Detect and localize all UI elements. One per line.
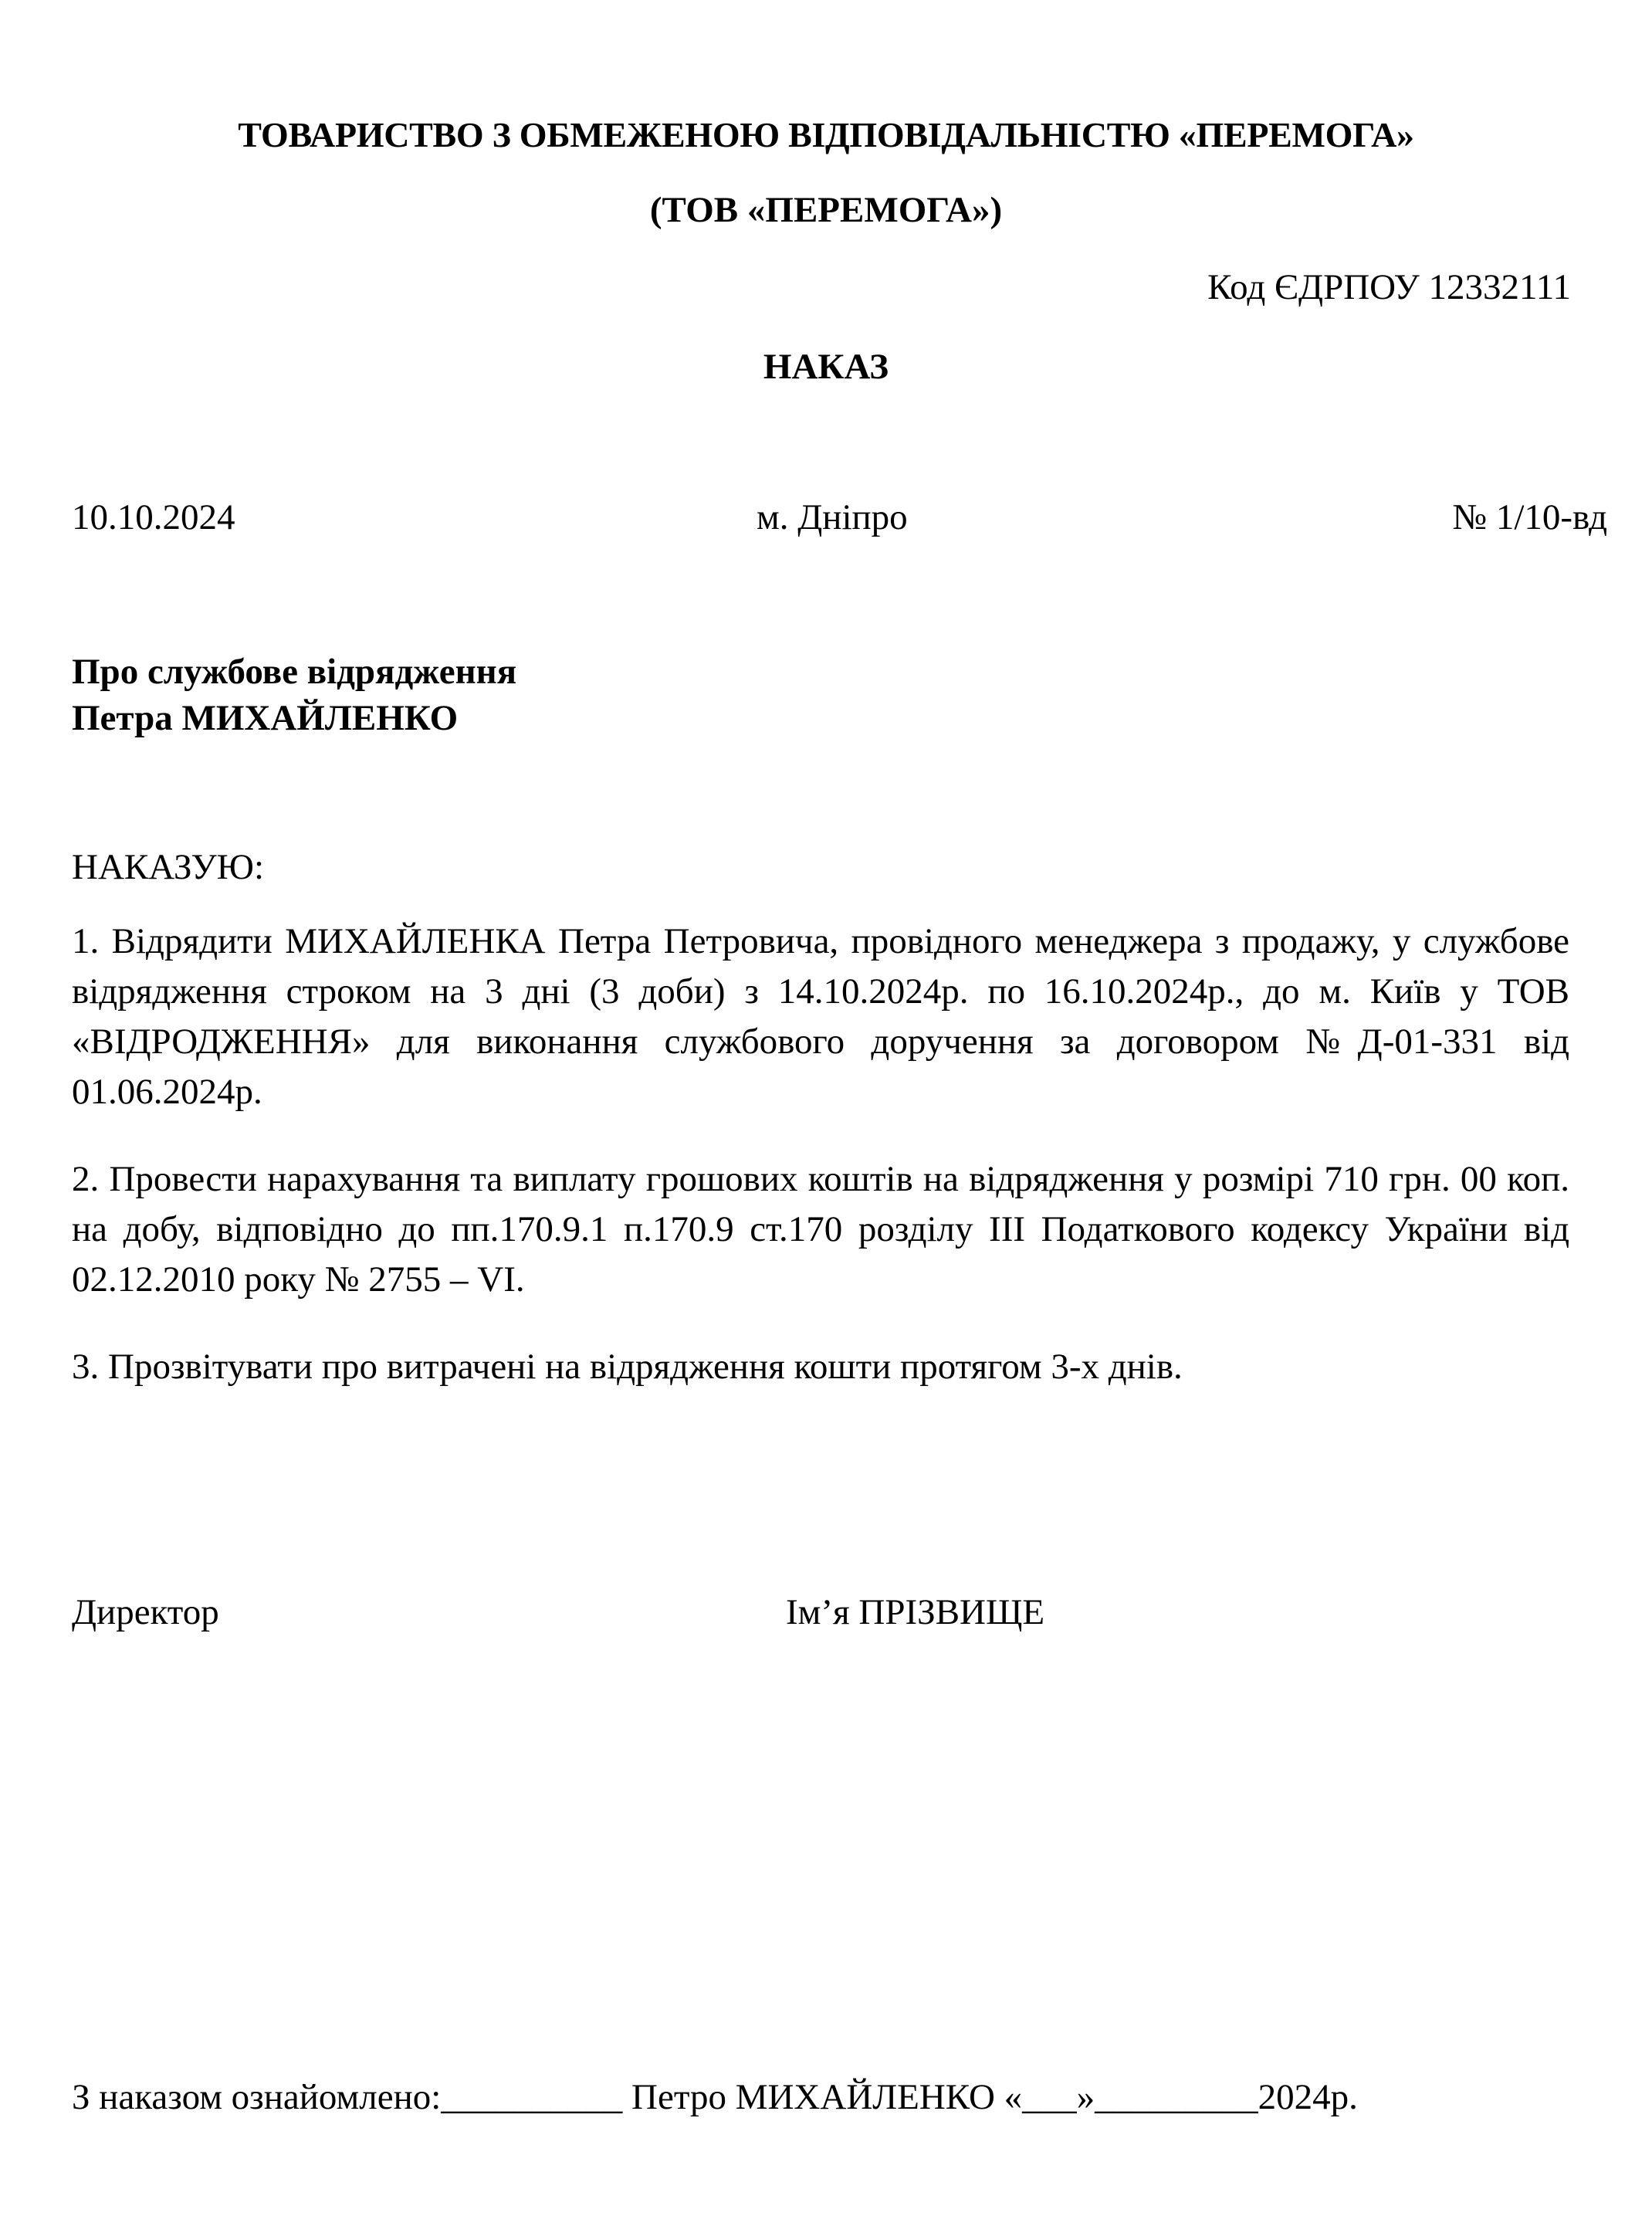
order-date: 10.10.2024 <box>72 497 235 537</box>
signatory-position: Директор <box>72 1592 219 1632</box>
edrpou-code: Код ЄДРПОУ 12332111 <box>1207 267 1571 307</box>
order-city: м. Дніпро <box>757 497 908 537</box>
order-paragraph-2: 2. Провести нарахування та виплату грошових коштів на відрядження у розмірі 710 грн. 00 коп. на добу, відповідно до пп.170.9.1 п.170.9 ст.170 розділу ІІІ Податкового кодексу України від 02.12.2010 року № 2755 – VI. <box>72 1159 1569 1300</box>
acknowledgement-line <box>72 2076 1358 2119</box>
company-short-name: (ТОВ «ПЕРЕМОГА») <box>649 190 1003 230</box>
order-number: № 1/10-вд <box>1452 497 1607 537</box>
subject-line-1: Про службове відрядження <box>72 652 517 692</box>
order-paragraph-3: 3. Прозвітувати про витрачені на відрядження кошти протягом 3-х днів. <box>72 1347 1183 1387</box>
order-paragraph-1: 1. Відрядити МИХАЙЛЕНКА Петра Петровича, провідного менеджера з продажу, у службове відрядження строком на 3 дні (3 доби) з 14.10.2024р. по 16.10.2024р., до м. Київ у ТОВ «ВІДРОДЖЕННЯ» для виконання службового доручення за договором №Д-01-331 від 01.06.2024р. <box>72 921 1569 1112</box>
signatory-name: Ім’я ПРІЗВИЩЕ <box>786 1592 1045 1632</box>
subject-line-2: Петра МИХАЙЛЕНКО <box>72 698 459 738</box>
acknowledgement-text: З наказом ознайомлено:__________ Петро МИХАЙЛЕНКО «___»_________2024р. <box>72 2077 1358 2117</box>
company-full-name: ТОВАРИСТВО З ОБМЕЖЕНОЮ ВІДПОВІДАЛЬНІСТЮ «ПЕРЕМОГА» <box>238 115 1414 154</box>
order-word: НАКАЗУЮ: <box>72 847 265 887</box>
document-title: НАКАЗ <box>763 347 889 387</box>
